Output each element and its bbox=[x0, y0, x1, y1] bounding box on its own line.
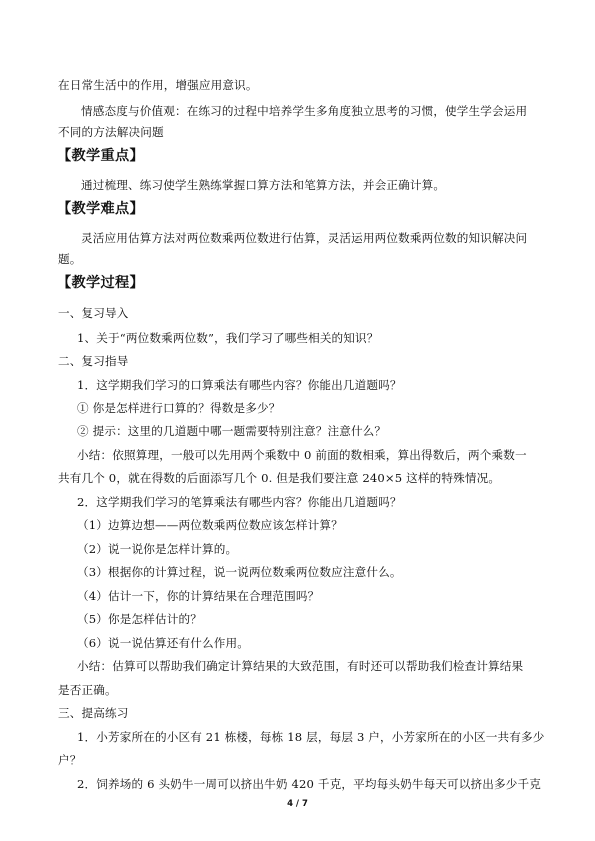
paragraph-line: 户？ bbox=[58, 753, 82, 767]
paragraph-line: 1、关于“两位数乘两位数”，我们学习了哪些相关的知识？ bbox=[77, 331, 379, 345]
paragraph-line: （2）说一说你是怎样计算的。 bbox=[77, 542, 238, 556]
paragraph-line: 通过梳理、练习使学生熟练掌握口算方法和笔算方法，并会正确计算。 bbox=[81, 178, 446, 192]
paragraph-line: ① 你是怎样进行口算的？得数是多少？ bbox=[77, 401, 281, 415]
paragraph-line: （3）根据你的计算过程，说一说两位数乘两位数应注意什么。 bbox=[77, 565, 402, 579]
section-title: 一、复习导入 bbox=[58, 306, 129, 320]
paragraph-line: 2．这学期我们学习的笔算乘法有哪些内容？你能出几道题吗？ bbox=[77, 495, 402, 509]
paragraph-line: 不同的方法解决问题 bbox=[58, 125, 164, 139]
paragraph-line: ② 提示：这里的几道题中哪一题需要特别注意？注意什么？ bbox=[77, 424, 387, 438]
paragraph-line: 2．饲养场的 6 头奶牛一周可以挤出牛奶 420 千克，平均每头奶牛每天可以挤出多少千克 bbox=[77, 777, 542, 791]
paragraph-line: 是否正确。 bbox=[58, 683, 117, 697]
section-heading-key-points: 【教学重点】 bbox=[57, 148, 144, 164]
paragraph-line: （4）估计一下，你的计算结果在合理范围吗？ bbox=[77, 589, 320, 603]
paragraph-line: （6）说一说估算还有什么作用。 bbox=[77, 636, 249, 650]
section-title: 三、提高练习 bbox=[58, 706, 129, 720]
paragraph-line: （5）你是怎样估计的？ bbox=[77, 612, 202, 626]
section-heading-difficulties: 【教学难点】 bbox=[57, 201, 144, 217]
paragraph-line: 情感态度与价值观：在练习的过程中培养学生多角度独立思考的习惯，使学生学会运用 bbox=[81, 104, 528, 118]
section-heading-process: 【教学过程】 bbox=[57, 275, 144, 291]
paragraph-line: 共有几个 0，就在得数的后面添写几个 0. 但是我们要注意 240×5 这样的特殊情况。 bbox=[58, 471, 501, 485]
paragraph-line: 题。 bbox=[58, 252, 82, 266]
paragraph-line: 1．这学期我们学习的口算乘法有哪些内容？你能出几道题吗？ bbox=[77, 378, 402, 392]
paragraph-line: 在日常生活中的作用，增强应用意识。 bbox=[58, 78, 258, 92]
paragraph-line: 灵活应用估算方法对两位数乘两位数进行估算，灵活运用两位数乘两位数的知识解决问 bbox=[81, 231, 528, 245]
section-title: 二、复习指导 bbox=[58, 354, 129, 368]
paragraph-line: 小结：估算可以帮助我们确定计算结果的大致范围，有时还可以帮助我们检查计算结果 bbox=[77, 659, 524, 673]
paragraph-line: （1）边算边想——两位数乘两位数应该怎样计算？ bbox=[77, 518, 343, 532]
page-number: 4 / 7 bbox=[287, 799, 308, 809]
paragraph-line: 1．小芳家所在的小区有 21 栋楼，每栋 18 层，每层 3 户，小芳家所在的小区一共有多少 bbox=[77, 730, 545, 744]
paragraph-line: 小结：依照算理，一般可以先用两个乘数中 0 前面的数相乘，算出得数后，两个乘数一 bbox=[77, 448, 527, 462]
